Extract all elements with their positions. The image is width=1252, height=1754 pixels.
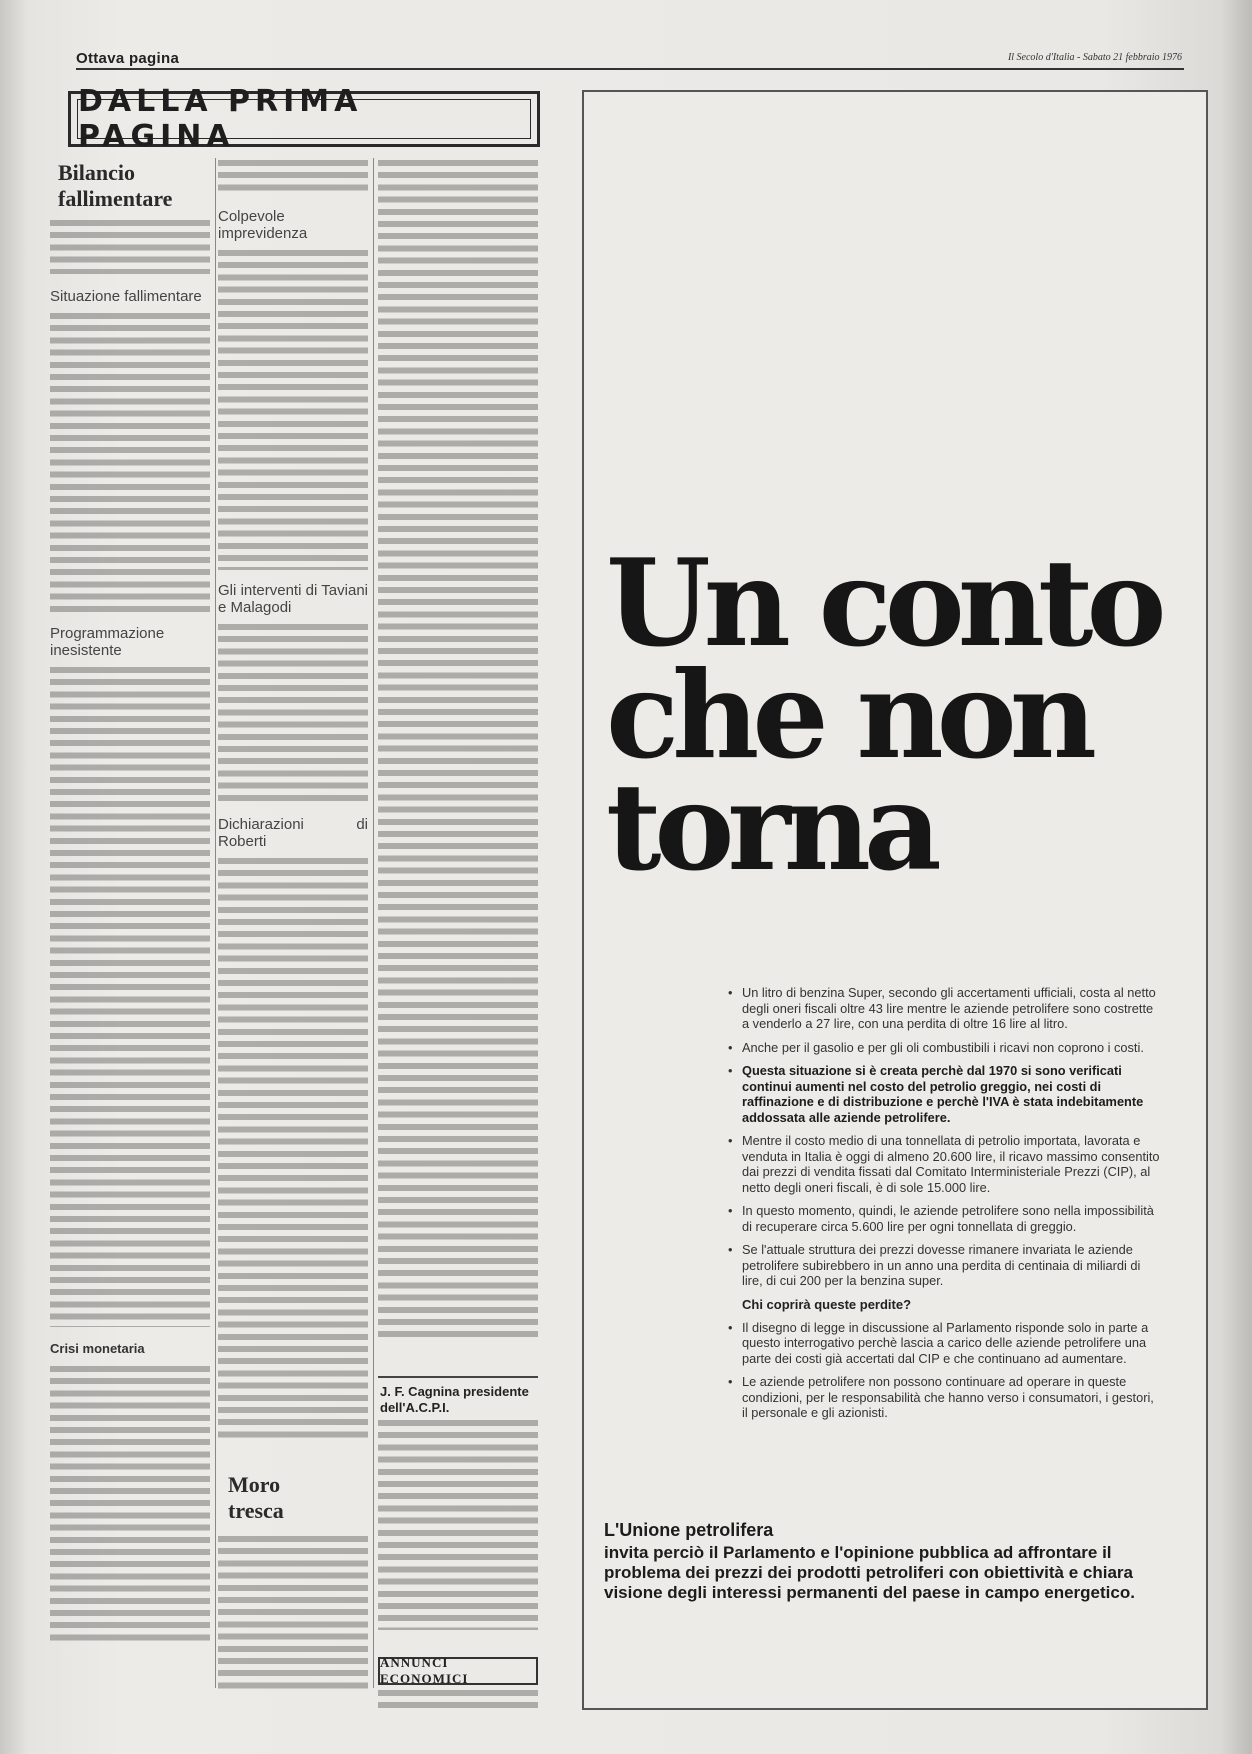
subhead-dichiarazioni: Dichiarazioni di Roberti — [218, 816, 368, 850]
bullet-icon: • — [728, 1133, 733, 1148]
bullet-icon: • — [728, 1242, 733, 1257]
column-2 — [218, 160, 368, 1690]
headline-bilancio: Bilancio fallimentare — [58, 160, 173, 211]
article-text — [378, 160, 538, 1340]
banner-title: DALLA PRIMA PAGINA — [77, 99, 531, 139]
page-label: Ottava pagina — [76, 50, 180, 67]
header-rule — [76, 68, 1184, 70]
ad-bullet: • Questa situazione si è creata perchè dal 1970 si sono verificati continui aumenti nel costo del petrolio greggio, nei costi di raffinazione e di distribuzione e perchè l'IVA è stata indebitamente addossata alle aziende petrolifere. — [728, 1063, 1144, 1125]
annunci-economici-box: ANNUNCI ECONOMICI — [378, 1657, 538, 1685]
ad-bullet-list — [728, 985, 1162, 1429]
ad-question: Chi coprirà queste perdite? — [742, 1296, 912, 1312]
article-text — [50, 313, 210, 613]
article-text — [378, 1420, 538, 1630]
cagnina-text — [378, 1420, 538, 1630]
ad-bullet: • Se l'attuale struttura dei prezzi dovesse rimanere invariata le aziende petrolifere subirebbero in un anno una perdita di centinaia di miliardi di lire, di cui 200 per la benzina super. — [728, 1242, 1141, 1288]
headline-moro: Moro tresca — [228, 1472, 284, 1523]
bullet-icon: • — [728, 1203, 733, 1218]
article-text — [50, 220, 210, 274]
subhead-crisi: Crisi monetaria — [50, 1341, 145, 1356]
article-text — [218, 250, 368, 570]
bullet-icon: • — [728, 1319, 733, 1335]
ad-headline-line: che non — [606, 645, 1090, 786]
dalla-prima-pagina-banner — [68, 84, 540, 154]
bullet-icon: • — [728, 1039, 733, 1055]
masthead-date: Il Secolo d'Italia - Sabato 21 febbraio 1976 — [1007, 52, 1182, 63]
article-text — [50, 667, 210, 1327]
ad-bullet: • Le aziende petrolifere non possono continuare ad operare in queste condizioni, per le responsabilità che hanno verso i consumatori, i gestori, il personale e gli azionisti. — [728, 1374, 1154, 1420]
ad-signature-title: L'Unione petrolifera — [604, 1520, 774, 1540]
article-text — [218, 858, 368, 1438]
subhead-colpevole: Colpevole imprevidenza — [218, 208, 308, 242]
bullet-icon: • — [728, 1374, 733, 1389]
ad-bullet: • In questo momento, quindi, le aziende petrolifere sono nella impossibilità di recuperare circa 5.600 lire per ogni tonnellata di greggio. — [728, 1203, 1154, 1234]
ad-headline-line: Un conto — [606, 533, 1160, 674]
advertisement-box — [582, 90, 1208, 1710]
ad-bullet: • Mentre il costo medio di una tonnellata di petrolio importata, lavorata e venduta in Italia è oggi di almeno 20.600 lire, il ricavo massimo consentito dai prezzi di vendita fissati dal Comitato Interministeriale Prezzi (CIP), al netto degli oneri fiscali, è di sole 15.000 lire. — [728, 1133, 1160, 1195]
section-rule — [378, 1376, 538, 1378]
article-text — [50, 1366, 210, 1646]
article-text — [218, 1536, 368, 1690]
ad-signature-body: invita perciò il Parlamento e l'opinione pubblica ad affrontare il problema dei prezzi dei prodotti petroliferi con obiettività e chiara visione degli interessi permanenti del paese in campo energetico. — [604, 1543, 1135, 1602]
headline-cagnina: J. F. Cagnina presidente dell'A.C.P.I. — [380, 1384, 529, 1415]
annunci-text — [378, 1690, 538, 1710]
subhead-interventi: Gli interventi di Taviani e Malagodi — [218, 582, 368, 616]
ad-bullet: • Un litro di benzina Super, secondo gli accertamenti ufficiali, costa al netto degli oneri fiscali oltre 43 lire mentre le aziende petrolifere sono costrette a venderlo a 27 lire, con una perdita di oltre 16 lire al litro. — [728, 985, 1156, 1031]
bullet-icon: • — [728, 1063, 733, 1078]
ad-bullet: • Anche per il gasolio e per gli oli combustibili i ricavi non coprono i costi. — [728, 1039, 1144, 1055]
article-text — [378, 1690, 538, 1710]
ad-headline-line: torna — [606, 757, 935, 898]
column-rule — [215, 158, 216, 1688]
bullet-icon: • — [728, 985, 733, 1000]
ad-bullet: • Il disegno di legge in discussione al Parlamento risponde solo in parte a questo interrogativo perchè lascia a carico delle aziende petrolifere una parte dei costi già accertati dal CIP e che continuano ad aumentare. — [728, 1319, 1149, 1366]
subhead-situazione: Situazione fallimentare — [50, 288, 202, 305]
ad-headline — [606, 533, 1166, 898]
subhead-programmazione: Programmazione inesistente — [50, 625, 165, 659]
column-rule — [373, 158, 374, 1688]
column-3 — [378, 160, 538, 1360]
article-text — [218, 624, 368, 804]
column-1 — [50, 160, 210, 1690]
article-text — [218, 160, 368, 196]
